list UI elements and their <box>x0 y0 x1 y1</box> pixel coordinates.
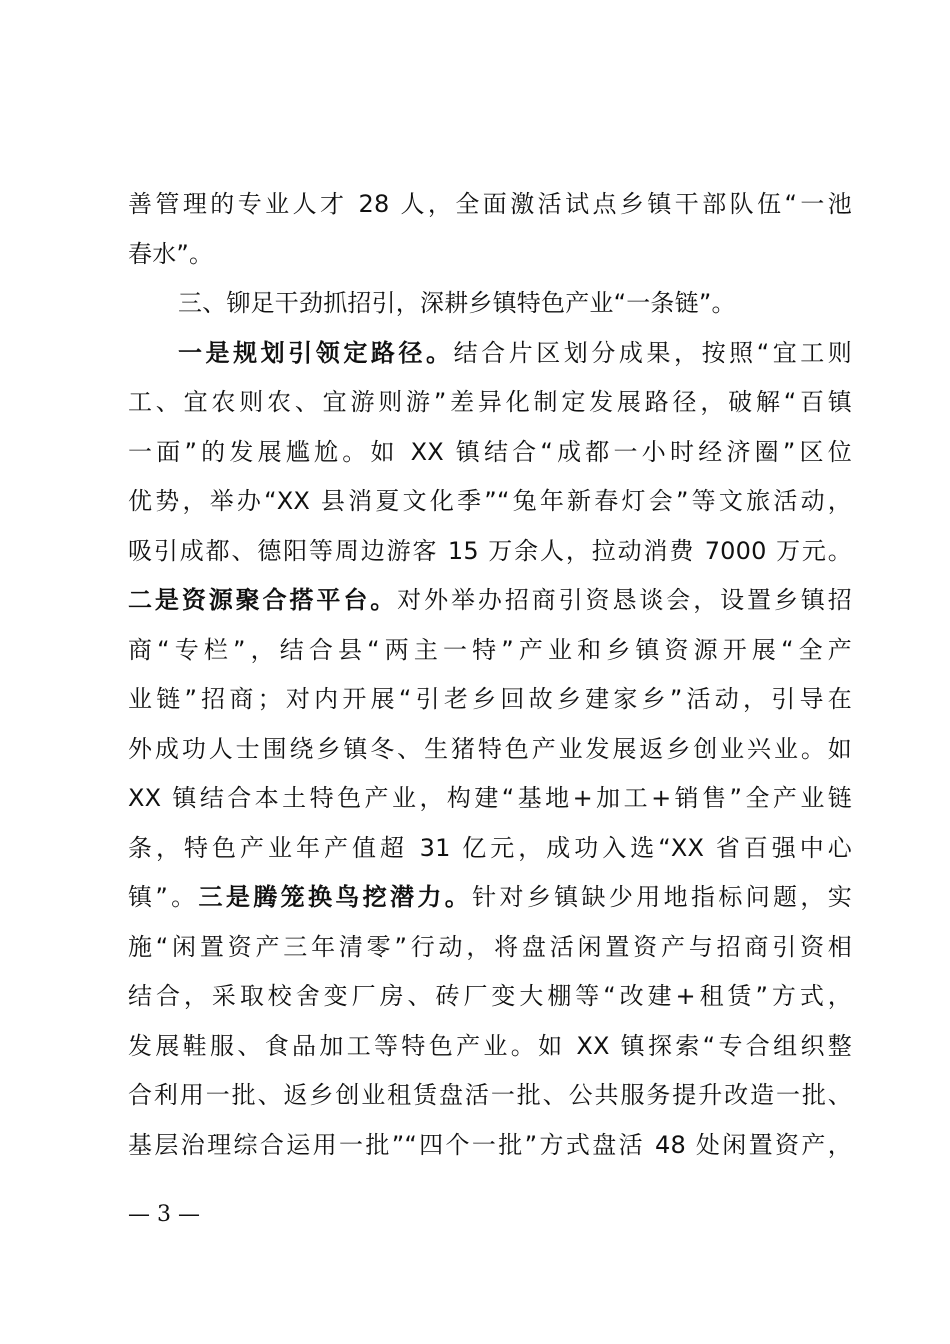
text-line: 发展鞋服、食品加工等特色产业。如 XX 镇探索“专合组织整 <box>128 1031 852 1060</box>
body-text <box>128 180 852 1170</box>
text-line: 善管理的专业人才 28 人，全面激活试点乡镇干部队伍“一池 <box>128 190 852 218</box>
text-line: 外成功人士围绕乡镇冬、生猪特色产业发展返乡创业兴业。如 <box>128 734 852 763</box>
text-line: 业链”招商；对内开展“引老乡回故乡建家乡”活动，引导在 <box>128 685 852 713</box>
text-line: 一是规划引领定路径。结合片区划分成果，按照“宜工则 <box>178 338 853 367</box>
text-line: 基层治理综合运用一批”“四个一批”方式盘活 48 处闲置资产， <box>128 1130 852 1159</box>
bold-lead: 一是规划引领定路径。 <box>178 338 454 367</box>
text-line: XX 镇结合本土特色产业，构建“基地+加工+销售”全产业链 <box>128 784 852 812</box>
page-number: — 3 — <box>128 1202 200 1227</box>
text-line: 一面”的发展尴尬。如 XX 镇结合“成都一小时经济圈”区位 <box>128 437 852 466</box>
bold-lead: 三是腾笼换鸟挖潜力。 <box>198 883 473 911</box>
text-line: 工、宜农则农、宜游则游”差异化制定发展路径，破解“百镇 <box>128 388 852 416</box>
text-line: 春水”。 <box>128 239 214 268</box>
text-line: 镇”。三是腾笼换鸟挖潜力。针对乡镇缺少用地指标问题，实 <box>128 883 852 911</box>
text-line: 条，特色产业年产值超 31 亿元，成功入选“XX 省百强中心 <box>128 833 852 862</box>
text-line: 优势，举办“XX 县消夏文化季”“兔年新春灯会”等文旅活动， <box>128 487 852 515</box>
text-line: 商“专栏”，结合县“两主一特”产业和乡镇资源开展“全产 <box>128 635 852 664</box>
bold-lead: 二是资源聚合搭平台。 <box>128 586 398 614</box>
text-line: 合利用一批、返乡创业租赁盘活一批、公共服务提升改造一批、 <box>128 1081 852 1109</box>
section-heading: 三、铆足干劲抓招引，深耕乡镇特色产业“一条链”。 <box>178 289 736 317</box>
text-line: 结合，采取校舍变厂房、砖厂变大棚等“改建+租赁”方式， <box>128 982 852 1010</box>
text-line: 二是资源聚合搭平台。对外举办招商引资恳谈会，设置乡镇招 <box>128 586 852 614</box>
text-line: 吸引成都、德阳等周边游客 15 万余人，拉动消费 7000 万元。 <box>128 536 852 565</box>
text-line: 施“闲置资产三年清零”行动，将盘活闲置资产与招商引资相 <box>128 932 852 961</box>
